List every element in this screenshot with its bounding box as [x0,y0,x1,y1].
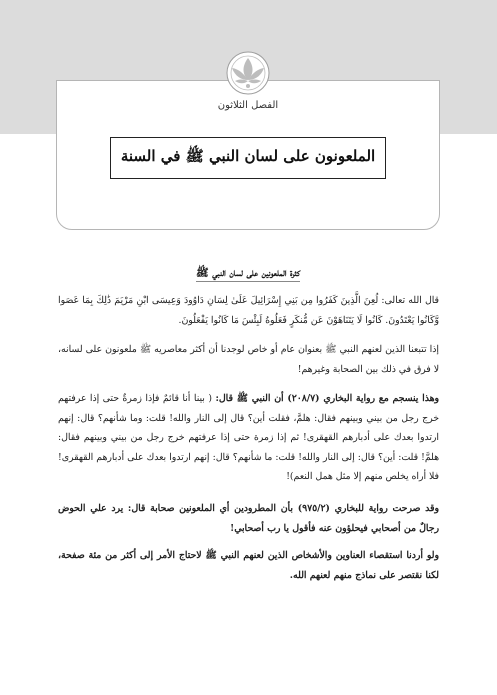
paragraph-text: إذا تتبعنا الذين لعنهم النبي ﷺ بعنوان عام أو خاص لوجدنا أن أكثر معاصريه ﷺ ملعونون على لسانه، لا فرق في ذلك بين الصحابة وغيرهم! [58,344,439,375]
lotus-ornament-icon [208,50,288,100]
paragraph-text: وقد صرحت رواية للبخاري (٩٧٥/٢) بأن المطرودين أي الملعونين صحابة قال: يرد علي الحوض رجالٌ من أصحابي فيحلؤون عنه فأقول يا رب أصحابي! [58,503,439,534]
paragraph-text: قال الله تعالى: لُعِنَ الَّذِينَ كَفَرُوا مِن بَنِي إِسْرَائِيلَ عَلَىٰ لِسَانِ دَاوُودَ وَعِيسَى ابْنِ مَرْيَمَ ذَٰلِكَ بِمَا عَصَوا وَّكَانُوا يَعْتَدُونَ. كَانُوا لَا يَتَنَاهَوْنَ عَن مُّنكَرٍ فَعَلُوهُ لَبِئْسَ مَا كَانُوا يَفْعَلُونَ. [58,295,439,326]
chapter-title: الملعونون على لسان النبي ﷺ في السنة [110,137,386,179]
paragraph-conclusion [58,546,439,585]
paragraph-text: ( بينا أنا قائمٌ فإذا زمرةٌ حتى إذا عرفتهم خرج رجل من بيني وبينهم فقال: هلمَّ، فقلت أين؟ قال إلى النار والله! قلت: وما شأنهم؟ قال: إنهم ارتدوا بعدك على أدبارهم القهقرى! ثم إذا زمرة حتى إذا عرفتهم خرج رجل من بيني وبينهم فقال: هلمَّ! قلت: أين؟ قال: إلى النار والله! قلت: ما شأنهم؟ قال: إنهم ارتدوا بعدك على أدبارهم القهقرى! فلا أراه يخلص منهم إلا مثل همل النعم)! [58,393,439,482]
section-heading-text: كثرة الملعونين على لسان النبي ﷺ [196,267,300,282]
paragraph-intro [58,340,439,379]
section-heading [56,267,440,282]
paragraph-text: ولو أردنا استقصاء العناوين والأشخاص الذين لعنهم النبي ﷺ لاحتاج الأمر إلى أكثر من مئة صفحة، لكنا نقتصر على نماذج منهم لعنهم الله. [58,550,439,581]
paragraph-bukhari-hadith [58,389,439,487]
paragraph-quran-verse [58,291,439,330]
paragraph-bukhari-second [58,499,439,538]
chapter-number-label: الفصل الثلاثون [217,100,279,111]
paragraph-lead: وهذا ينسجم مع رواية البخاري (٢٠٨/٧) أن النبي ﷺ قال: [215,393,439,404]
